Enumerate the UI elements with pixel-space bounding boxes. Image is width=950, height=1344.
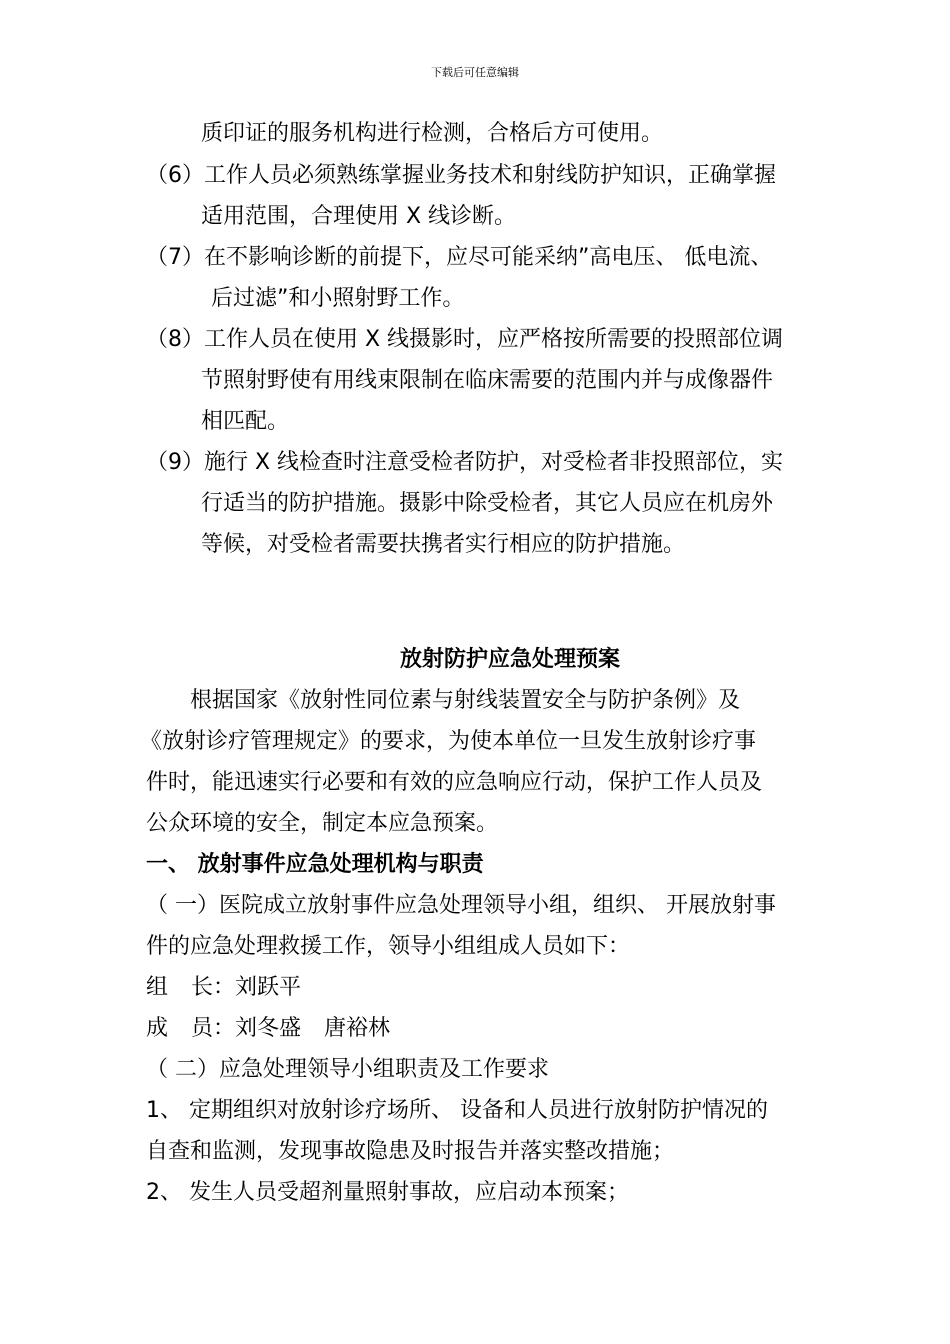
paragraph-line: 件的应急处理救援工作，领导小组组成人员如下： [146,934,631,959]
paragraph-line: 公众环境的安全，制定本应急预案。 [146,811,499,836]
leader-line: 组 长：刘跃平 [146,975,301,1000]
paragraph-line: 《放射诊疗管理规定》的要求，为使本单位一旦发生放射诊疗事 [140,729,757,754]
list-line: 相匹配。 [201,409,290,434]
list-item-7: （7）在不影响诊断的前提下，应尽可能采纳”高电压、 低电流、 [146,245,773,270]
list-line: 等候，对受检者需要扶携者实行相应的防护措施。 [201,532,686,557]
list-line: 后过滤”和小照射野工作。 [211,286,465,311]
paragraph-line: 自查和监测，发现事故隐患及时报告并落实整改措施； [146,1139,675,1164]
section-heading: 一、 放射事件应急处理机构与职责 [146,852,484,877]
section-title: 放射防护应急处理预案 [399,647,620,672]
paragraph-line: 根据国家《放射性同位素与射线装置安全与防护条例》及 [190,688,741,713]
paragraph-line: 1、 定期组织对放射诊疗场所、 设备和人员进行放射防护情况的 [146,1098,768,1123]
member-line: 成 员：刘冬盛 唐裕林 [146,1016,390,1041]
list-item-9: （9）施行 X 线检查时注意受检者防护，对受检者非投照部位，实 [146,450,784,475]
list-line: 行适当的防护措施。摄影中除受检者，其它人员应在机房外 [201,491,774,516]
paragraph-line: （ 二）应急处理领导小组职责及工作要求 [146,1057,549,1082]
list-line: 节照射野使有用线束限制在临床需要的范围内并与成像器件 [201,368,774,393]
paragraph-line: 2、 发生人员受超剂量照射事故，应启动本预案； [146,1180,629,1205]
list-line: 适用范围，合理使用 X 线诊断。 [201,204,517,229]
list-item-6: （6）工作人员必须熟练掌握业务技术和射线防护知识，正确掌握 [146,163,776,188]
list-line: 质印证的服务机构进行检测，合格后方可使用。 [201,121,664,146]
list-item-8: （8）工作人员在使用 X 线摄影时，应严格按所需要的投照部位调 [146,327,784,352]
page-header: 下载后可任意编辑 [431,66,519,79]
paragraph-line: 件时，能迅速实行必要和有效的应急响应行动，保护工作人员及 [146,770,763,795]
paragraph-line: （ 一）医院成立放射事件应急处理领导小组，组织、 开展放射事 [146,893,776,918]
